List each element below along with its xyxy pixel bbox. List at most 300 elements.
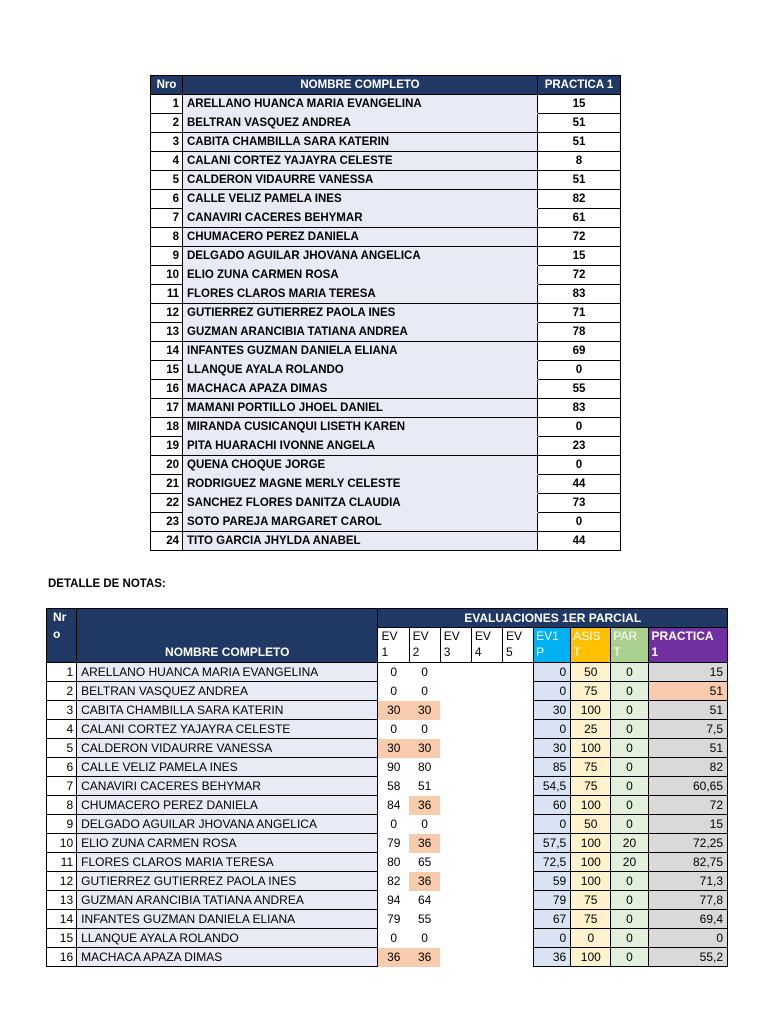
section-heading: DETALLE DE NOTAS:: [48, 578, 166, 590]
ev1-score: 84: [378, 796, 409, 815]
ev1p-score: 79: [534, 891, 571, 910]
student-name: BELTRAN VASQUEZ ANDREA: [183, 114, 538, 133]
grade-detail-table: [46, 608, 728, 967]
practica-score: 0: [538, 418, 621, 437]
table-row: [47, 815, 728, 834]
participacion-score: 0: [611, 739, 648, 758]
student-name: BELTRAN VASQUEZ ANDREA: [77, 682, 378, 701]
table-row: [151, 399, 621, 418]
practica-score: 83: [538, 285, 621, 304]
student-name: SOTO PAREJA MARGARET CAROL: [183, 513, 538, 532]
row-number: 8: [47, 796, 77, 815]
student-name: MIRANDA CUSICANQUI LISETH KAREN: [183, 418, 538, 437]
table-row: [47, 834, 728, 853]
student-name: CALLE VELIZ PAMELA INES: [183, 190, 538, 209]
ev1p-score: 30: [534, 701, 571, 720]
table-row: [151, 513, 621, 532]
header-ev1p: EV1 P: [534, 628, 571, 663]
row-number: 1: [151, 95, 183, 114]
row-number: 21: [151, 475, 183, 494]
header-nro: Nro: [151, 76, 183, 95]
practica-score: 0: [648, 929, 727, 948]
practica-score: 15: [538, 247, 621, 266]
ev1p-score: 0: [534, 720, 571, 739]
row-number: 20: [151, 456, 183, 475]
practica-score: 73: [538, 494, 621, 513]
ev1p-score: 0: [534, 815, 571, 834]
header-participacion: PAR T: [611, 628, 648, 663]
ev3-score: [440, 682, 471, 701]
row-number: 16: [47, 948, 77, 967]
student-name: MACHACA APAZA DIMAS: [77, 948, 378, 967]
row-number: 8: [151, 228, 183, 247]
row-number: 18: [151, 418, 183, 437]
practica-score: 7,5: [648, 720, 727, 739]
row-number: 9: [47, 815, 77, 834]
table-row: [151, 323, 621, 342]
row-number: 15: [47, 929, 77, 948]
practica-score: 0: [538, 513, 621, 532]
ev1p-score: 67: [534, 910, 571, 929]
ev3-score: [440, 758, 471, 777]
row-number: 5: [151, 171, 183, 190]
student-name: GUZMAN ARANCIBIA TATIANA ANDREA: [183, 323, 538, 342]
participacion-score: 20: [611, 853, 648, 872]
table-row: [151, 285, 621, 304]
table-row: [47, 910, 728, 929]
row-number: 11: [47, 853, 77, 872]
asistencia-score: 75: [571, 682, 611, 701]
table-row: [47, 701, 728, 720]
ev5-score: [502, 853, 533, 872]
table-row: [47, 758, 728, 777]
student-name: INFANTES GUZMAN DANIELA ELIANA: [77, 910, 378, 929]
student-name: GUTIERREZ GUTIERREZ PAOLA INES: [183, 304, 538, 323]
ev1-score: 30: [378, 701, 409, 720]
header-ev5: EV 5: [502, 628, 533, 663]
row-number: 2: [47, 682, 77, 701]
row-number: 12: [47, 872, 77, 891]
asistencia-score: 100: [571, 739, 611, 758]
row-number: 11: [151, 285, 183, 304]
table-row: [151, 190, 621, 209]
asistencia-score: 75: [571, 777, 611, 796]
ev2-score: 0: [409, 815, 440, 834]
student-name: INFANTES GUZMAN DANIELA ELIANA: [183, 342, 538, 361]
ev1-score: 0: [378, 929, 409, 948]
student-name: RODRIGUEZ MAGNE MERLY CELESTE: [183, 475, 538, 494]
table-row: [151, 494, 621, 513]
row-number: 7: [151, 209, 183, 228]
ev2-score: 80: [409, 758, 440, 777]
ev4-score: [471, 872, 502, 891]
ev1-score: 0: [378, 682, 409, 701]
asistencia-score: 75: [571, 758, 611, 777]
practica-score: 51: [538, 133, 621, 152]
table-row: [47, 891, 728, 910]
ev1p-score: 85: [534, 758, 571, 777]
header-ev2: EV 2: [409, 628, 440, 663]
header-ev4: EV 4: [471, 628, 502, 663]
ev5-score: [502, 891, 533, 910]
practica-score: 55: [538, 380, 621, 399]
table-row: [47, 796, 728, 815]
participacion-score: 0: [611, 682, 648, 701]
ev5-score: [502, 815, 533, 834]
student-name: ARELLANO HUANCA MARIA EVANGELINA: [183, 95, 538, 114]
practica-score: 55,2: [648, 948, 727, 967]
participacion-score: 0: [611, 720, 648, 739]
ev1-score: 0: [378, 815, 409, 834]
header-ev3: EV 3: [440, 628, 471, 663]
participacion-score: 0: [611, 701, 648, 720]
practica-score: 69,4: [648, 910, 727, 929]
ev4-score: [471, 853, 502, 872]
table-row: [47, 682, 728, 701]
asistencia-score: 100: [571, 796, 611, 815]
row-number: 2: [151, 114, 183, 133]
ev4-score: [471, 663, 502, 682]
ev1p-score: 36: [534, 948, 571, 967]
ev4-score: [471, 682, 502, 701]
table2-header-row-1: [47, 609, 728, 628]
ev1-score: 58: [378, 777, 409, 796]
table-row: [47, 739, 728, 758]
ev1-score: 0: [378, 720, 409, 739]
student-name: DELGADO AGUILAR JHOVANA ANGELICA: [77, 815, 378, 834]
practica-score: 0: [538, 361, 621, 380]
asistencia-score: 25: [571, 720, 611, 739]
ev4-score: [471, 777, 502, 796]
table-row: [151, 133, 621, 152]
table-row: [151, 266, 621, 285]
table-row: [151, 475, 621, 494]
ev2-score: 0: [409, 720, 440, 739]
asistencia-score: 100: [571, 872, 611, 891]
ev2-score: 0: [409, 663, 440, 682]
asistencia-score: 50: [571, 663, 611, 682]
ev4-score: [471, 758, 502, 777]
student-name: SANCHEZ FLORES DANITZA CLAUDIA: [183, 494, 538, 513]
ev4-score: [471, 891, 502, 910]
asistencia-score: 50: [571, 815, 611, 834]
header-asistencia: ASIS T: [571, 628, 611, 663]
table-row: [151, 171, 621, 190]
table-row: [151, 152, 621, 171]
practica-score: 51: [648, 701, 727, 720]
student-name: FLORES CLAROS MARIA TERESA: [77, 853, 378, 872]
ev3-score: [440, 948, 471, 967]
practica-score: 0: [538, 456, 621, 475]
table-row: [151, 532, 621, 551]
row-number: 23: [151, 513, 183, 532]
ev3-score: [440, 777, 471, 796]
student-name: PITA HUARACHI IVONNE ANGELA: [183, 437, 538, 456]
student-name: CALANI CORTEZ YAJAYRA CELESTE: [183, 152, 538, 171]
ev3-score: [440, 796, 471, 815]
header-practica: PRACTICA 1: [648, 628, 727, 663]
practica-score: 77,8: [648, 891, 727, 910]
row-number: 13: [151, 323, 183, 342]
practica-score: 8: [538, 152, 621, 171]
row-number: 17: [151, 399, 183, 418]
practica-score: 51: [648, 682, 727, 701]
ev1p-score: 0: [534, 682, 571, 701]
student-name: CABITA CHAMBILLA SARA KATERIN: [77, 701, 378, 720]
ev1-score: 79: [378, 834, 409, 853]
ev2-score: 0: [409, 929, 440, 948]
student-name: CALDERON VIDAURRE VANESSA: [77, 739, 378, 758]
ev1-score: 79: [378, 910, 409, 929]
ev1p-score: 0: [534, 663, 571, 682]
participacion-score: 20: [611, 834, 648, 853]
practica-score: 51: [538, 171, 621, 190]
ev1p-score: 59: [534, 872, 571, 891]
student-name: CHUMACERO PEREZ DANIELA: [183, 228, 538, 247]
student-name: GUTIERREZ GUTIERREZ PAOLA INES: [77, 872, 378, 891]
header-nro: Nr o: [47, 609, 77, 663]
ev5-score: [502, 758, 533, 777]
student-name: ELIO ZUNA CARMEN ROSA: [77, 834, 378, 853]
row-number: 4: [47, 720, 77, 739]
ev2-score: 36: [409, 796, 440, 815]
row-number: 6: [47, 758, 77, 777]
asistencia-score: 75: [571, 891, 611, 910]
practica-score: 69: [538, 342, 621, 361]
table1-header-row: [151, 76, 621, 95]
ev1p-score: 0: [534, 929, 571, 948]
row-number: 12: [151, 304, 183, 323]
table-row: [151, 437, 621, 456]
ev1p-score: 30: [534, 739, 571, 758]
participacion-score: 0: [611, 796, 648, 815]
ev1-score: 94: [378, 891, 409, 910]
row-number: 14: [151, 342, 183, 361]
ev5-score: [502, 796, 533, 815]
row-number: 3: [47, 701, 77, 720]
student-name: GUZMAN ARANCIBIA TATIANA ANDREA: [77, 891, 378, 910]
participacion-score: 0: [611, 777, 648, 796]
practica-score: 15: [648, 815, 727, 834]
ev4-score: [471, 739, 502, 758]
practica-score: 83: [538, 399, 621, 418]
ev5-score: [502, 682, 533, 701]
ev1-score: 0: [378, 663, 409, 682]
table-row: [47, 948, 728, 967]
ev5-score: [502, 663, 533, 682]
ev2-score: 36: [409, 948, 440, 967]
ev2-score: 36: [409, 872, 440, 891]
table-row: [151, 342, 621, 361]
ev3-score: [440, 663, 471, 682]
header-ev1: EV 1: [378, 628, 409, 663]
asistencia-score: 100: [571, 948, 611, 967]
table-row: [151, 209, 621, 228]
ev3-score: [440, 929, 471, 948]
table-row: [47, 720, 728, 739]
ev3-score: [440, 910, 471, 929]
ev4-score: [471, 796, 502, 815]
practica-score: 72: [538, 228, 621, 247]
ev1-score: 80: [378, 853, 409, 872]
ev2-score: 51: [409, 777, 440, 796]
practica-score: 51: [538, 114, 621, 133]
row-number: 6: [151, 190, 183, 209]
student-name: CALLE VELIZ PAMELA INES: [77, 758, 378, 777]
ev4-score: [471, 929, 502, 948]
student-name: MACHACA APAZA DIMAS: [183, 380, 538, 399]
row-number: 22: [151, 494, 183, 513]
student-name: ELIO ZUNA CARMEN ROSA: [183, 266, 538, 285]
ev4-score: [471, 701, 502, 720]
table-row: [151, 380, 621, 399]
table-row: [151, 361, 621, 380]
table-row: [47, 777, 728, 796]
ev1-score: 90: [378, 758, 409, 777]
ev5-score: [502, 777, 533, 796]
row-number: 14: [47, 910, 77, 929]
student-name: LLANQUE AYALA ROLANDO: [77, 929, 378, 948]
student-name: DELGADO AGUILAR JHOVANA ANGELICA: [183, 247, 538, 266]
row-number: 4: [151, 152, 183, 171]
row-number: 16: [151, 380, 183, 399]
practica-score: 71: [538, 304, 621, 323]
row-number: 9: [151, 247, 183, 266]
practica-score: 15: [538, 95, 621, 114]
practica-score: 44: [538, 475, 621, 494]
practica-score: 82,75: [648, 853, 727, 872]
row-number: 13: [47, 891, 77, 910]
table-row: [151, 114, 621, 133]
ev2-score: 36: [409, 834, 440, 853]
practica-score: 51: [648, 739, 727, 758]
practica-score: 82: [538, 190, 621, 209]
ev1-score: 36: [378, 948, 409, 967]
ev5-score: [502, 910, 533, 929]
ev2-score: 64: [409, 891, 440, 910]
student-name: CALDERON VIDAURRE VANESSA: [183, 171, 538, 190]
ev3-score: [440, 701, 471, 720]
practica-score: 82: [648, 758, 727, 777]
ev4-score: [471, 910, 502, 929]
ev2-score: 55: [409, 910, 440, 929]
practica-score: 61: [538, 209, 621, 228]
asistencia-score: 0: [571, 929, 611, 948]
table-row: [151, 228, 621, 247]
row-number: 5: [47, 739, 77, 758]
ev5-score: [502, 739, 533, 758]
header-name: NOMBRE COMPLETO: [183, 76, 538, 95]
ev4-score: [471, 948, 502, 967]
practica-score: 71,3: [648, 872, 727, 891]
practica-score: 23: [538, 437, 621, 456]
ev5-score: [502, 701, 533, 720]
header-practica: PRACTICA 1: [538, 76, 621, 95]
participacion-score: 0: [611, 663, 648, 682]
ev3-score: [440, 815, 471, 834]
ev2-score: 0: [409, 682, 440, 701]
participacion-score: 0: [611, 872, 648, 891]
practica-score: 60,65: [648, 777, 727, 796]
practica-score: 72,25: [648, 834, 727, 853]
table-row: [151, 418, 621, 437]
asistencia-score: 100: [571, 834, 611, 853]
ev3-score: [440, 891, 471, 910]
ev5-score: [502, 929, 533, 948]
ev5-score: [502, 720, 533, 739]
ev3-score: [440, 853, 471, 872]
row-number: 10: [47, 834, 77, 853]
student-name: CABITA CHAMBILLA SARA KATERIN: [183, 133, 538, 152]
row-number: 19: [151, 437, 183, 456]
participacion-score: 0: [611, 815, 648, 834]
table-row: [47, 663, 728, 682]
ev3-score: [440, 720, 471, 739]
practica-score: 15: [648, 663, 727, 682]
asistencia-score: 100: [571, 701, 611, 720]
ev4-score: [471, 720, 502, 739]
ev2-score: 30: [409, 739, 440, 758]
ev1p-score: 57,5: [534, 834, 571, 853]
ev1-score: 82: [378, 872, 409, 891]
ev1-score: 30: [378, 739, 409, 758]
row-number: 24: [151, 532, 183, 551]
student-name: QUENA CHOQUE JORGE: [183, 456, 538, 475]
practica-score: 72: [648, 796, 727, 815]
table-row: [47, 929, 728, 948]
student-list-table: [150, 75, 621, 551]
ev4-score: [471, 834, 502, 853]
ev5-score: [502, 834, 533, 853]
asistencia-score: 75: [571, 910, 611, 929]
header-name: NOMBRE COMPLETO: [77, 609, 378, 663]
student-name: CHUMACERO PEREZ DANIELA: [77, 796, 378, 815]
table-row: [47, 853, 728, 872]
practica-score: 78: [538, 323, 621, 342]
participacion-score: 0: [611, 948, 648, 967]
student-name: CALANI CORTEZ YAJAYRA CELESTE: [77, 720, 378, 739]
practica-score: 72: [538, 266, 621, 285]
asistencia-score: 100: [571, 853, 611, 872]
table-row: [47, 872, 728, 891]
participacion-score: 0: [611, 891, 648, 910]
student-name: ARELLANO HUANCA MARIA EVANGELINA: [77, 663, 378, 682]
table-row: [151, 304, 621, 323]
participacion-score: 0: [611, 929, 648, 948]
student-name: FLORES CLAROS MARIA TERESA: [183, 285, 538, 304]
row-number: 7: [47, 777, 77, 796]
ev5-score: [502, 872, 533, 891]
ev1p-score: 60: [534, 796, 571, 815]
row-number: 3: [151, 133, 183, 152]
ev5-score: [502, 948, 533, 967]
ev3-score: [440, 872, 471, 891]
participacion-score: 0: [611, 910, 648, 929]
ev3-score: [440, 834, 471, 853]
table-row: [151, 95, 621, 114]
table-row: [151, 456, 621, 475]
student-name: LLANQUE AYALA ROLANDO: [183, 361, 538, 380]
row-number: 10: [151, 266, 183, 285]
ev1p-score: 54,5: [534, 777, 571, 796]
student-name: CANAVIRI CACERES BEHYMAR: [77, 777, 378, 796]
group-header: EVALUACIONES 1ER PARCIAL: [378, 609, 728, 628]
practica-score: 44: [538, 532, 621, 551]
ev2-score: 30: [409, 701, 440, 720]
row-number: 15: [151, 361, 183, 380]
ev4-score: [471, 815, 502, 834]
student-name: TITO GARCIA JHYLDA ANABEL: [183, 532, 538, 551]
